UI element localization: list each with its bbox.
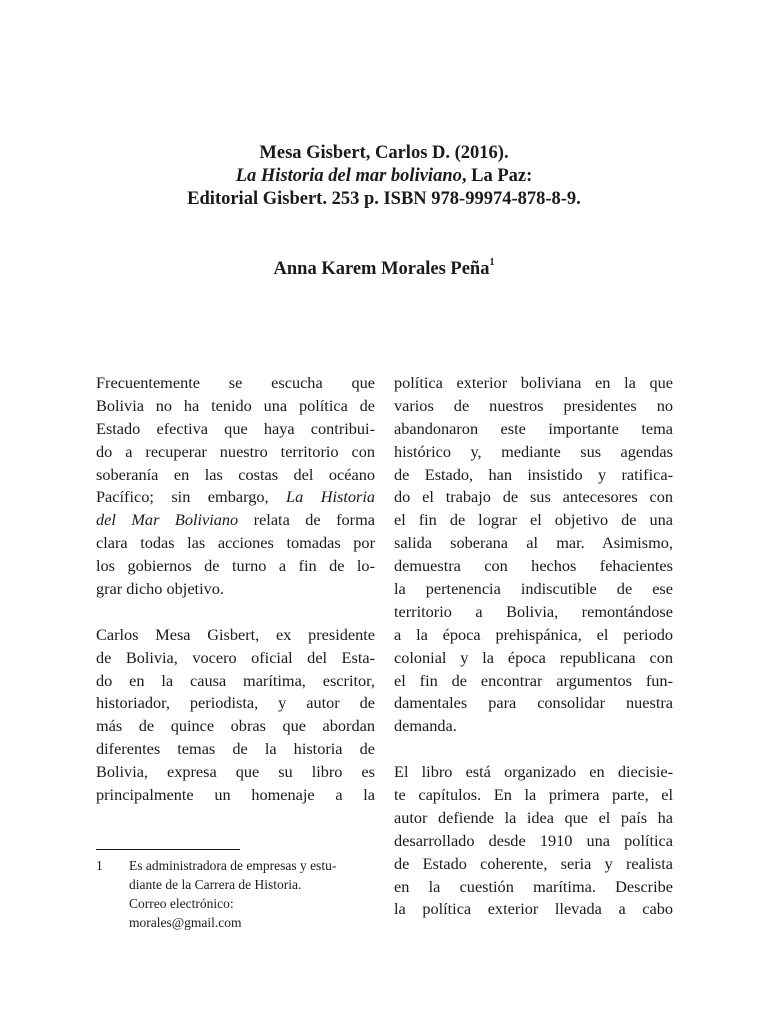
text-line: varios de nuestros presidentes no — [394, 395, 673, 415]
text-line: Bolivia, expresa que su libro es — [96, 762, 375, 782]
paragraph-gap — [96, 601, 375, 624]
text-line: do a recuperar nuestro territorio con — [96, 441, 375, 461]
header-line-1: Mesa Gisbert, Carlos D. (2016). — [259, 143, 509, 163]
text-line: desarrollado desde 1910 una política — [394, 830, 673, 850]
text-line: diferentes temas de la historia de — [96, 739, 375, 759]
text-line: clara todas las acciones tomadas por — [96, 533, 375, 553]
text-line: grar dicho objetivo. — [96, 579, 224, 599]
text-line: Estado efectiva que haya contribui- — [96, 418, 375, 438]
paragraph-gap — [394, 738, 673, 761]
bibliographic-header — [0, 142, 768, 211]
text-line: histórico y, mediante sus agendas — [394, 441, 673, 461]
text-line: principalmente un homenaje a la — [96, 785, 375, 805]
footnote-line: Correo electrónico: — [129, 896, 234, 911]
text-line: a la época prehispánica, el periodo — [394, 624, 673, 644]
author-byline — [0, 259, 768, 280]
text-line: historiador, periodista, y autor de — [96, 693, 375, 713]
text-line: la pertenencia indiscutible de ese — [394, 579, 673, 599]
text-line: demanda. — [394, 716, 457, 736]
text-line: autor defiende la idea que el país ha — [394, 807, 673, 827]
footnote-line: Es administradora de empresas y estu- — [129, 858, 337, 873]
text-line: el fin de lograr el objetivo de una — [394, 510, 673, 530]
text-line — [96, 486, 375, 509]
book-title: La Historia del mar boliviano — [235, 166, 462, 186]
text-run: Pacífico; sin embargo, — [96, 487, 287, 507]
book-title-inline: La Historia — [286, 487, 375, 507]
text-line: Carlos Mesa Gisbert, ex presidente — [96, 624, 375, 644]
text-line: de Bolivia, vocero oficial del Esta- — [96, 647, 375, 667]
text-line: do el trabajo de sus antecesores con — [394, 487, 673, 507]
text-line: te capítulos. En la primera parte, el — [394, 785, 673, 805]
text-line: damentales para consolidar nuestra — [394, 693, 673, 713]
text-line: Bolivia no ha tenido una política de — [96, 395, 375, 415]
footnote-line: diante de la Carrera de Historia. — [129, 877, 302, 892]
footnote-email: morales@gmail.com — [129, 915, 242, 930]
text-line: Frecuentemente se escucha que — [96, 373, 375, 392]
left-column — [96, 372, 375, 807]
header-line-2 — [0, 165, 768, 188]
text-line: colonial y la época republicana con — [394, 647, 673, 667]
footnote-marker: 1 — [489, 257, 495, 268]
text-run: relata de forma — [238, 510, 375, 530]
footnote-number: 1 — [96, 858, 103, 873]
text-line: abandonaron este importante tema — [394, 418, 673, 438]
text-line: los gobiernos de turno a fin de lo- — [96, 556, 375, 576]
footnote-separator — [96, 849, 240, 850]
text-line: territorio a Bolivia, remontándose — [394, 601, 673, 621]
text-line: de Estado coherente, seria y realista — [394, 853, 673, 873]
text-line: en la cuestión marítima. Describe — [394, 876, 673, 896]
book-title-inline: del Mar Boliviano — [96, 510, 239, 530]
footnote-text — [129, 856, 375, 932]
text-line: soberanía en las costas del océano — [96, 464, 375, 484]
header-line-3: Editorial Gisbert. 253 p. ISBN 978-99974-878-8-9. — [187, 189, 581, 209]
text-line: más de quince obras que abordan — [96, 716, 375, 736]
header-line-2-rest: , La Paz: — [461, 166, 533, 186]
text-line: do en la causa marítima, escritor, — [96, 670, 375, 690]
text-line: política exterior boliviana en la que — [394, 373, 673, 392]
text-line — [96, 509, 375, 532]
author-name: Anna Karem Morales Peña — [273, 259, 490, 280]
text-line: de Estado, han insistido y ratifica- — [394, 464, 673, 484]
text-line: El libro está organizado en diecisie- — [394, 762, 673, 782]
text-line: demuestra con hechos fehacientes — [394, 556, 673, 576]
text-line: salida soberana al mar. Asimismo, — [394, 533, 673, 553]
text-line: el fin de encontrar argumentos fun- — [394, 670, 673, 690]
text-line: la política exterior llevada a cabo — [394, 899, 673, 919]
right-column — [394, 372, 673, 921]
